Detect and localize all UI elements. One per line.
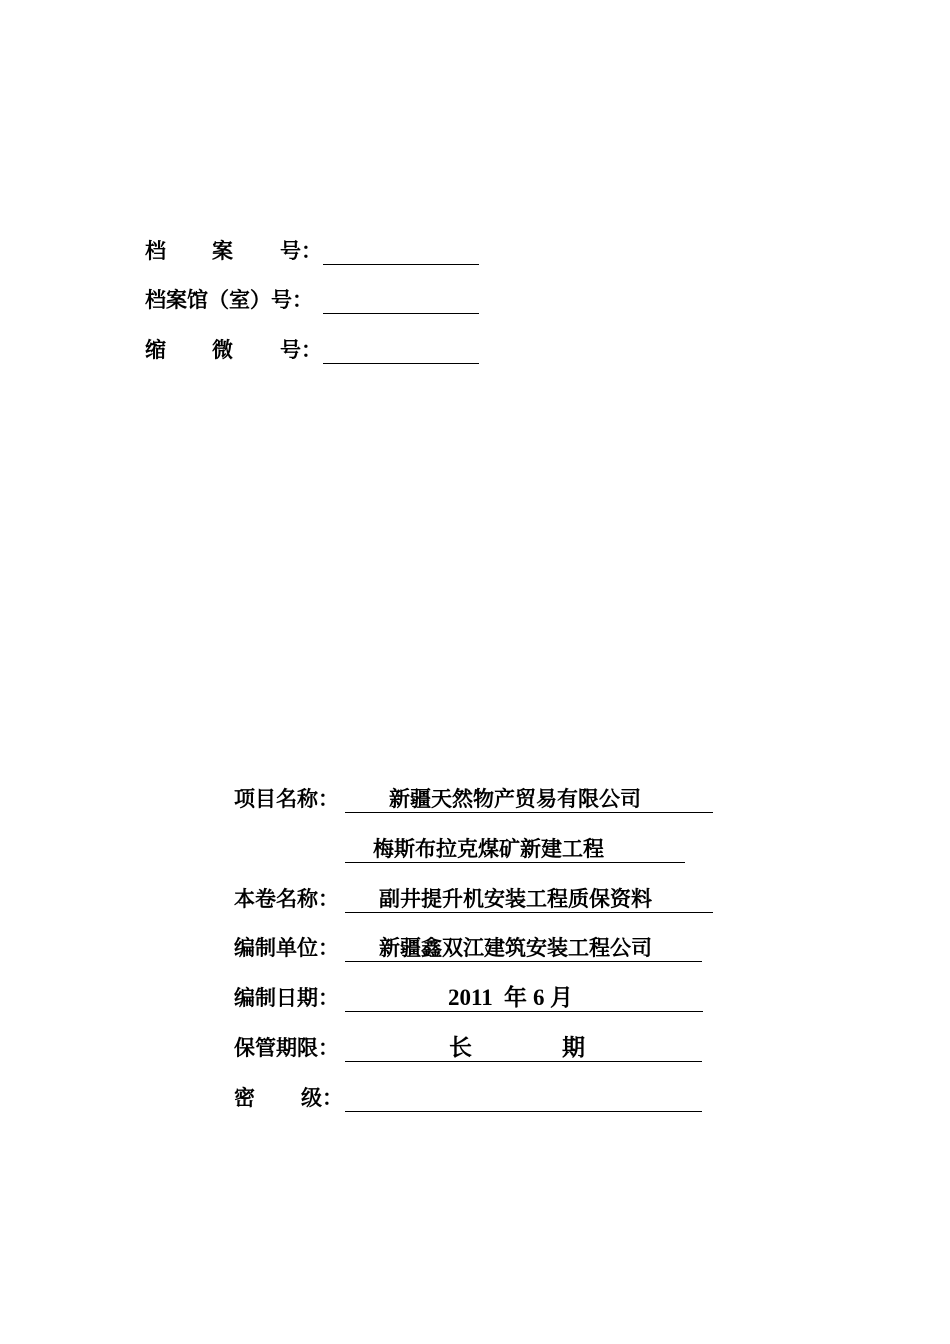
retention-value-char1: 长 (449, 1034, 472, 1061)
microfilm-number-row (0, 335, 950, 365)
microfilm-number-label-char2: 微 (212, 337, 233, 362)
project-name-row (0, 784, 950, 814)
compile-date-year-unit: 年 (504, 984, 527, 1011)
compiler-label: 编制单位： (234, 935, 339, 960)
project-name-value-line1: 新疆天然物产贸易有限公司 (389, 786, 641, 811)
archive-number-field[interactable] (323, 264, 479, 265)
secrecy-label-char2: 级： (301, 1085, 343, 1110)
microfilm-number-field[interactable] (323, 363, 479, 364)
compile-date-row (0, 983, 950, 1013)
secrecy-field[interactable] (345, 1111, 702, 1112)
secrecy-label-char1: 密 (234, 1085, 255, 1110)
compiler-value: 新疆鑫双江建筑安装工程公司 (379, 935, 652, 960)
hall-number-row (0, 285, 950, 315)
archive-number-label-char2: 案 (212, 238, 233, 263)
retention-field[interactable] (345, 1061, 702, 1062)
compiler-row (0, 933, 950, 963)
secrecy-row (0, 1083, 950, 1113)
archive-number-label-char3: 号： (280, 238, 322, 263)
retention-label: 保管期限： (234, 1035, 339, 1060)
hall-number-label: 档案馆（室）号： (145, 287, 313, 312)
compile-date-label: 编制日期： (234, 985, 339, 1010)
hall-number-field[interactable] (323, 313, 479, 314)
compile-date-month-unit: 月 (550, 984, 573, 1011)
retention-value-char2: 期 (562, 1034, 585, 1061)
project-name-value-line2: 梅斯布拉克煤矿新建工程 (373, 836, 604, 861)
retention-row (0, 1033, 950, 1063)
volume-name-value: 副井提升机安装工程质保资料 (379, 886, 652, 911)
volume-name-label: 本卷名称： (234, 886, 339, 911)
project-name-continuation-row (0, 834, 950, 864)
compile-date-month: 6 (533, 985, 545, 1010)
compile-date-year: 2011 (448, 985, 493, 1010)
microfilm-number-label-char3: 号： (280, 337, 322, 362)
archive-number-row (0, 236, 950, 266)
project-name-label: 项目名称： (234, 786, 339, 811)
microfilm-number-label-char1: 缩 (145, 337, 166, 362)
volume-name-row (0, 884, 950, 914)
archive-number-label-char1: 档 (145, 238, 166, 263)
